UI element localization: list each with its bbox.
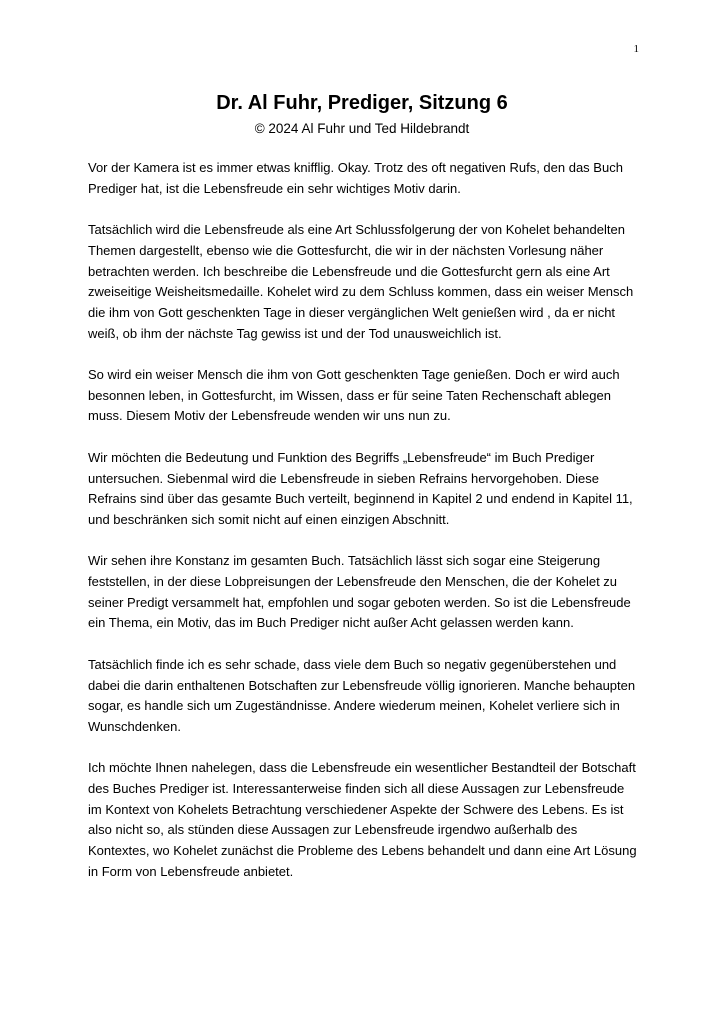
paragraph: Ich möchte Ihnen nahelegen, dass die Lebensfreude ein wesentlicher Bestandteil der Botschaft des Buches Prediger ist. Interessanterweise finden sich all diese Aussagen zur Lebensfreude im Kontext von Kohelets Betrachtung verschiedener Aspekte der Schwere des Lebens. Es ist also nicht so, als stünden diese Aussagen zur Lebensfreude irgendwo außerhalb des Kontextes, wo Kohelet zunächst die Probleme des Lebens behandelt und dann eine Art Lösung in Form von Lebensfreude anbietet. — [88, 760, 637, 879]
paragraph: Wir möchten die Bedeutung und Funktion des Begriffs „Lebensfreude“ im Buch Prediger untersuchen. Siebenmal wird die Lebensfreude in sieben Refrains hervorgehoben. Diese Refrains sind über das gesamte Buch verteilt, beginnend in Kapitel 2 und endend in Kapitel 11, und beschränken sich somit nicht auf einen einzigen Abschnitt. — [88, 449, 633, 527]
copyright-line: © 2024 Al Fuhr und Ted Hildebrandt — [254, 121, 470, 136]
paragraph: Vor der Kamera ist es immer etwas knifflig. Okay. Trotz des oft negativen Rufs, den das Buch Prediger hat, ist die Lebensfreude ein sehr wichtiges Motiv darin. — [88, 160, 623, 196]
paragraph: Tatsächlich finde ich es sehr schade, dass viele dem Buch so negativ gegenüberstehen und dabei die darin enthaltenen Botschaften zur Lebensfreude völlig ignorieren. Manche behaupten sogar, es handle sich um Zugeständnisse. Andere wiederum meinen, Kohelet verliere sich in Wunschdenken. — [88, 656, 636, 734]
paragraph: So wird ein weiser Mensch die ihm von Gott geschenkten Tage genießen. Doch er wird auch besonnen leben, in Gottesfurcht, im Wissen, dass er für seine Taten Rechenschaft ablegen muss. Diesem Motiv der Lebensfreude wenden wir uns nun zu. — [88, 367, 620, 424]
document-title: Dr. Al Fuhr, Prediger, Sitzung 6 — [216, 92, 508, 114]
paragraph: Tatsächlich wird die Lebensfreude als eine Art Schlussfolgerung der von Kohelet behandelten Themen dargestellt, ebenso wie die Gottesfurcht, die wir in der nächsten Vorlesung näher betrachten werden. Ich beschreibe die Lebensfreude und die Gottesfurcht gern als eine Art zweiseitige Weisheitsmedaille. Kohelet wird zu dem Schluss kommen, dass ein weiser Mensch die ihm von Gott geschenkten Tage in dieser vergänglichen Welt genießen wird , da er nicht weiß, ob ihm der nächste Tag gewiss ist und der Tod unausweichlich ist. — [88, 222, 634, 341]
document-body — [88, 158, 638, 903]
paragraph: Wir sehen ihre Konstanz im gesamten Buch. Tatsächlich lässt sich sogar eine Steigerung feststellen, in der diese Lobpreisungen der Lebensfreude den Menschen, die der Kohelet zu seiner Predigt versammelt hat, empfohlen und sogar geboten werden. So ist die Lebensfreude ein Thema, ein Motiv, das im Buch Prediger nicht außer Acht gelassen werden kann. — [88, 553, 631, 631]
page-number: 1 — [633, 43, 639, 55]
